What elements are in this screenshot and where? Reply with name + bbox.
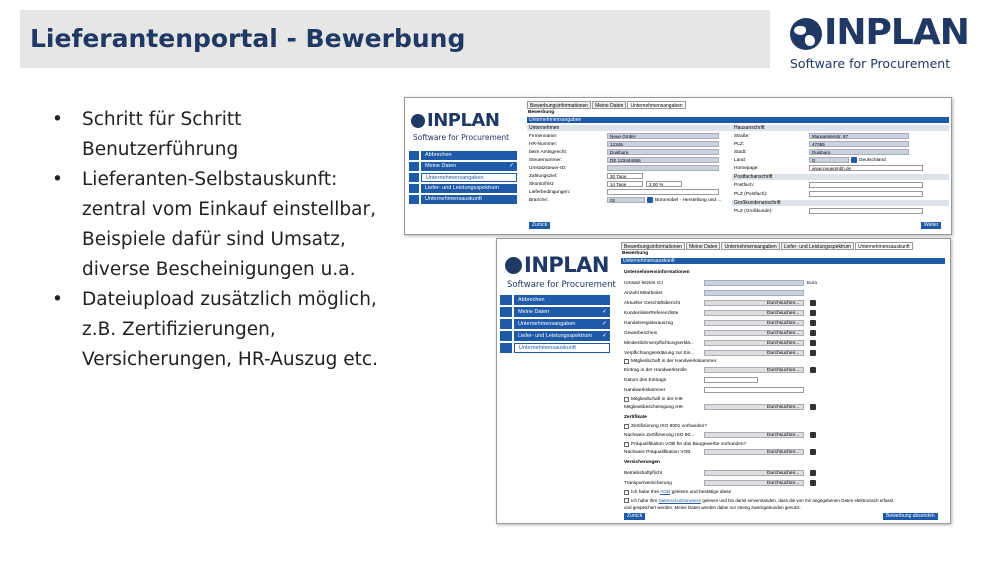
upload-label: Eintrag in der Handwerksrolle: [624, 368, 687, 373]
browse-button[interactable]: Durchsuchen...: [767, 331, 800, 336]
logo-name: INPLAN: [524, 253, 609, 277]
screenshot-company-info: [496, 238, 951, 524]
company-name-field[interactable]: Neue GmbH: [607, 133, 719, 139]
upload-icon[interactable]: [810, 340, 816, 346]
upload-icon[interactable]: [810, 449, 816, 455]
globe-icon: [411, 114, 425, 128]
subsection-title: Versicherungen: [624, 460, 660, 465]
field-label: Steuernummer:: [529, 158, 563, 163]
bullet-list: [52, 105, 382, 375]
sidebar-item-abbrechen[interactable]: Abbrechen: [421, 151, 517, 160]
back-button[interactable]: Zurück: [529, 222, 550, 229]
checkbox-label: Mitgliedschaft in der IHK: [631, 397, 683, 402]
ihk-checkbox[interactable]: [624, 397, 629, 402]
upload-icon[interactable]: [810, 300, 816, 306]
postbox-zip-field[interactable]: [809, 191, 923, 197]
privacy-text-3: und gespeichert werden. Meine Daten werden dabei nur streng zweckgebunden genutzt.: [624, 505, 801, 510]
search-icon[interactable]: [851, 157, 857, 163]
sidebar-item-unternehmensangaben[interactable]: Unternehmensangaben: [421, 173, 517, 182]
upload-icon[interactable]: [810, 470, 816, 476]
globe-icon: [790, 18, 822, 50]
upload-icon[interactable]: [810, 310, 816, 316]
sidebar: [500, 295, 610, 355]
privacy-text-1: Ich habe Ihre: [631, 498, 658, 503]
section-title: Bewerbung: [528, 110, 555, 115]
user-icon: [409, 162, 419, 171]
building-icon: [500, 319, 512, 329]
checkbox-label: Mitgliedschaft in der Handwerkskammer: [631, 359, 717, 364]
close-icon: [500, 295, 512, 305]
subsection-title: Unternehmensinformationen: [624, 270, 690, 275]
browse-button[interactable]: Durchsuchen...: [767, 433, 800, 438]
upload-label: Gewerbeschein: [624, 331, 658, 336]
agb-checkbox[interactable]: [624, 490, 629, 495]
browse-button[interactable]: Durchsuchen...: [767, 301, 800, 306]
sidebar-item-label: Liefer- und Leistungsspektrum: [518, 333, 592, 339]
agb-text-2: gelesen und bestätige diese: [671, 490, 732, 495]
tab-bewerbungsinformationen[interactable]: Bewerbungsinformationen: [621, 242, 685, 250]
city-field[interactable]: Duisburg: [809, 149, 909, 155]
browse-button[interactable]: Durchsuchen...: [767, 471, 800, 476]
privacy-text-2: gelesen und bin damit einverstanden, dass die von mir angegebenen Daten elektronisch erfasst: [702, 498, 894, 503]
sidebar-item-lieferspektrum[interactable]: [514, 331, 610, 341]
upload-icon[interactable]: [810, 350, 816, 356]
postbox-field[interactable]: [809, 182, 923, 188]
sidebar-item-unternehmensauskunft[interactable]: Unternehmensauskunft: [514, 343, 610, 353]
field-label: Handwerkskammer: [624, 388, 666, 393]
industry-name: Büromöbel - Herstellung und ...: [655, 198, 722, 203]
check-icon: ✓: [508, 163, 514, 169]
vob-checkbox[interactable]: [624, 442, 629, 447]
brand-name: INPLAN: [824, 12, 969, 53]
sidebar-item-label: Meine Daten: [425, 163, 457, 169]
tab-bar: [621, 242, 914, 250]
field-label: PLZ (Postfach):: [734, 192, 768, 197]
bullet-item: • Lieferanten-Selbstauskunft: zentral vom Einkauf einstellbar, Beispiele dafür sind Umsatz, diverse Bescheinigungen u.a.: [52, 165, 382, 285]
people-icon: [500, 331, 512, 341]
privacy-link[interactable]: Datenschutzhinweise: [658, 498, 702, 503]
browse-button[interactable]: Durchsuchen...: [767, 351, 800, 356]
country-name: Deutschland: [859, 158, 886, 163]
agb-link[interactable]: AGB: [660, 490, 671, 495]
upload-label: Mindestlohnverpflichtungserklä...: [624, 341, 694, 346]
vat-id-field[interactable]: [607, 165, 719, 171]
field-label: PLZ:: [734, 142, 745, 147]
court-field[interactable]: Duisburg: [607, 149, 719, 155]
tab-lieferspektrum[interactable]: Liefer- und Leistungsspektrum: [781, 242, 854, 250]
browse-button[interactable]: Durchsuchen...: [767, 321, 800, 326]
field-label: Firmenname:: [529, 134, 558, 139]
next-button[interactable]: Weiter: [921, 222, 941, 229]
tax-number-field[interactable]: DE 123444856: [607, 157, 719, 163]
title-bar: [20, 10, 770, 68]
tab-unternehmensauskunft[interactable]: Unternehmensauskunft: [855, 242, 913, 250]
upload-label: Aktueller Geschäftsbericht: [624, 301, 680, 306]
upload-icon[interactable]: [810, 367, 816, 373]
browse-button[interactable]: Durchsuchen...: [767, 450, 800, 455]
check-icon: ✓: [601, 333, 607, 339]
field-label: Skonto/frist:: [529, 182, 555, 187]
payment-term-field[interactable]: 30 Tage: [607, 173, 643, 179]
tab-bewerbungsinformationen[interactable]: Bewerbungsinformationen: [527, 101, 591, 109]
tab-meine-daten[interactable]: Meine Daten: [686, 242, 720, 250]
sidebar-item-label: Unternehmensangaben: [518, 321, 576, 327]
subsection-header: Postfachanschrift: [732, 174, 949, 180]
field-label: Lieferbedingungen:: [529, 190, 571, 195]
checkbox-label: Zertifizierung ISO 9001 vorhanden?: [631, 424, 707, 429]
tab-unternehmensangaben[interactable]: Unternehmensangaben: [721, 242, 779, 250]
submit-application-button[interactable]: Bewerbung absenden: [883, 513, 938, 520]
browse-button[interactable]: Durchsuchen...: [767, 368, 800, 373]
field-label: Stadt:: [734, 150, 747, 155]
edit-icon: [500, 343, 512, 353]
logo-tagline: Software for Procurement: [507, 280, 616, 290]
upload-label: Transportversicherung: [624, 481, 672, 486]
subsection-title: Zertifikate: [624, 415, 647, 420]
globe-icon: [505, 257, 522, 274]
industry-code-field[interactable]: 02: [607, 197, 645, 203]
delivery-terms-select[interactable]: [607, 189, 719, 195]
building-icon: [409, 173, 419, 182]
panel-header: Unternehmensauskunft: [621, 258, 945, 264]
upload-label: Mitgliedsbescheinigung IHK: [624, 405, 684, 410]
brand-logo: [786, 12, 986, 74]
logo-tagline: Software for Procurement: [413, 133, 510, 142]
field-label: Postfach:: [734, 183, 754, 188]
people-icon: [409, 184, 419, 193]
bullet-item: • Dateiupload zusätzlich möglich, z.B. Zertifizierungen, Versicherungen, HR-Auszug etc.: [52, 285, 382, 375]
subsection-header: Hausanschrift: [732, 125, 949, 131]
panel-header: Unternehmensangaben: [527, 117, 949, 123]
sidebar-item-unternehmensauskunft[interactable]: Unternehmensauskunft: [421, 195, 517, 204]
field-label: Zahlungsziel:: [529, 174, 558, 179]
zip-field[interactable]: 47055: [809, 141, 909, 147]
screenshot-company-data: [404, 97, 952, 235]
sidebar-item-meine-daten[interactable]: [421, 162, 517, 171]
country-code-field[interactable]: D: [809, 157, 849, 163]
field-label: Land:: [734, 158, 747, 163]
field-label: Homepage:: [734, 166, 759, 171]
hr-number-field[interactable]: 12345: [607, 141, 719, 147]
upload-label: Nachweis Präqualifikation VOB: [624, 450, 691, 455]
edit-icon: [409, 195, 419, 204]
agb-text: [631, 490, 731, 495]
upload-label: Nachweis Zertifizierung ISO 90...: [624, 433, 695, 438]
tab-unternehmensangaben[interactable]: Unternehmensangaben: [627, 101, 685, 109]
field-label: Umsatz letztes GJ: [624, 281, 663, 286]
sidebar-item-lieferspektrum[interactable]: Liefer- und Leistungsspektrum: [421, 184, 517, 193]
date-field[interactable]: [704, 377, 758, 383]
back-button[interactable]: Zurück: [624, 513, 645, 520]
sidebar-item-label: Meine Daten: [518, 309, 550, 315]
check-icon: ✓: [601, 321, 607, 327]
close-icon: [409, 151, 419, 160]
upload-label: Kundenliste/Referenzliste: [624, 311, 679, 316]
tab-bar: [527, 101, 687, 109]
field-label: PLZ (Großkunde):: [734, 209, 773, 214]
field-label: Datum des Eintrags: [624, 378, 667, 383]
upload-icon[interactable]: [810, 432, 816, 438]
browse-button[interactable]: Durchsuchen...: [767, 481, 800, 486]
field-label: Branche:: [529, 198, 549, 203]
upload-label: Betriebshaftpflicht: [624, 471, 663, 476]
upload-icon[interactable]: [810, 330, 816, 336]
slide-title: Lieferantenportal - Bewerbung: [30, 24, 466, 53]
browse-button[interactable]: Durchsuchen...: [767, 405, 800, 410]
tab-meine-daten[interactable]: Meine Daten: [592, 101, 626, 109]
skonto-days-field[interactable]: 14 Tage: [607, 181, 643, 187]
logo-name: INPLAN: [427, 110, 500, 131]
agb-text-1: Ich habe Ihre: [631, 490, 660, 495]
revenue-field[interactable]: [704, 280, 804, 286]
browse-button[interactable]: Durchsuchen...: [767, 311, 800, 316]
privacy-text: [631, 498, 893, 503]
upload-label: Verpflichtungserklärung zur Ein...: [624, 351, 695, 356]
handwerk-checkbox[interactable]: [624, 359, 629, 364]
homepage-field[interactable]: www.neuegmbh.de: [809, 165, 923, 171]
iso-checkbox[interactable]: [624, 424, 629, 429]
chamber-field[interactable]: [704, 387, 804, 393]
browse-button[interactable]: Durchsuchen...: [767, 341, 800, 346]
subsection-header: Großkundenanschrift: [732, 200, 949, 206]
field-label: Straße:: [734, 134, 750, 139]
brand-tagline: Software for Procurement: [790, 56, 951, 71]
section-title: Bewerbung: [622, 251, 649, 256]
sidebar-item-abbrechen[interactable]: Abbrechen: [514, 295, 610, 305]
subsection-header: Unternehmen: [527, 125, 732, 131]
sidebar: [409, 151, 517, 206]
field-label: Anzahl Mitarbeiter: [624, 291, 663, 296]
check-icon: ✓: [601, 309, 607, 315]
user-icon: [500, 307, 512, 317]
sidebar-item-unternehmensangaben[interactable]: [514, 319, 610, 329]
search-icon[interactable]: [647, 197, 653, 203]
employees-field[interactable]: [704, 290, 804, 296]
field-label: HR-Nummer:: [529, 142, 558, 147]
upload-icon[interactable]: [810, 404, 816, 410]
bulk-zip-field[interactable]: [809, 208, 923, 214]
street-field[interactable]: Margaretenstr. 87: [809, 133, 909, 139]
upload-label: Handelsregisterauszug: [624, 321, 674, 326]
bullet-item: • Schritt für Schritt Benutzerführung: [52, 105, 382, 165]
sidebar-item-meine-daten[interactable]: [514, 307, 610, 317]
checkbox-label: Präqualifikation VOB für das Baugewerbe vorhanden?: [631, 442, 747, 447]
field-label: beim Amtsgericht:: [529, 150, 568, 155]
upload-icon[interactable]: [810, 480, 816, 486]
privacy-checkbox[interactable]: [624, 498, 629, 503]
skonto-percent-field[interactable]: 2,00 %: [646, 181, 682, 187]
field-label: Umsatzsteuer-ID:: [529, 166, 567, 171]
unit-label: Euro: [807, 281, 818, 286]
upload-icon[interactable]: [810, 320, 816, 326]
